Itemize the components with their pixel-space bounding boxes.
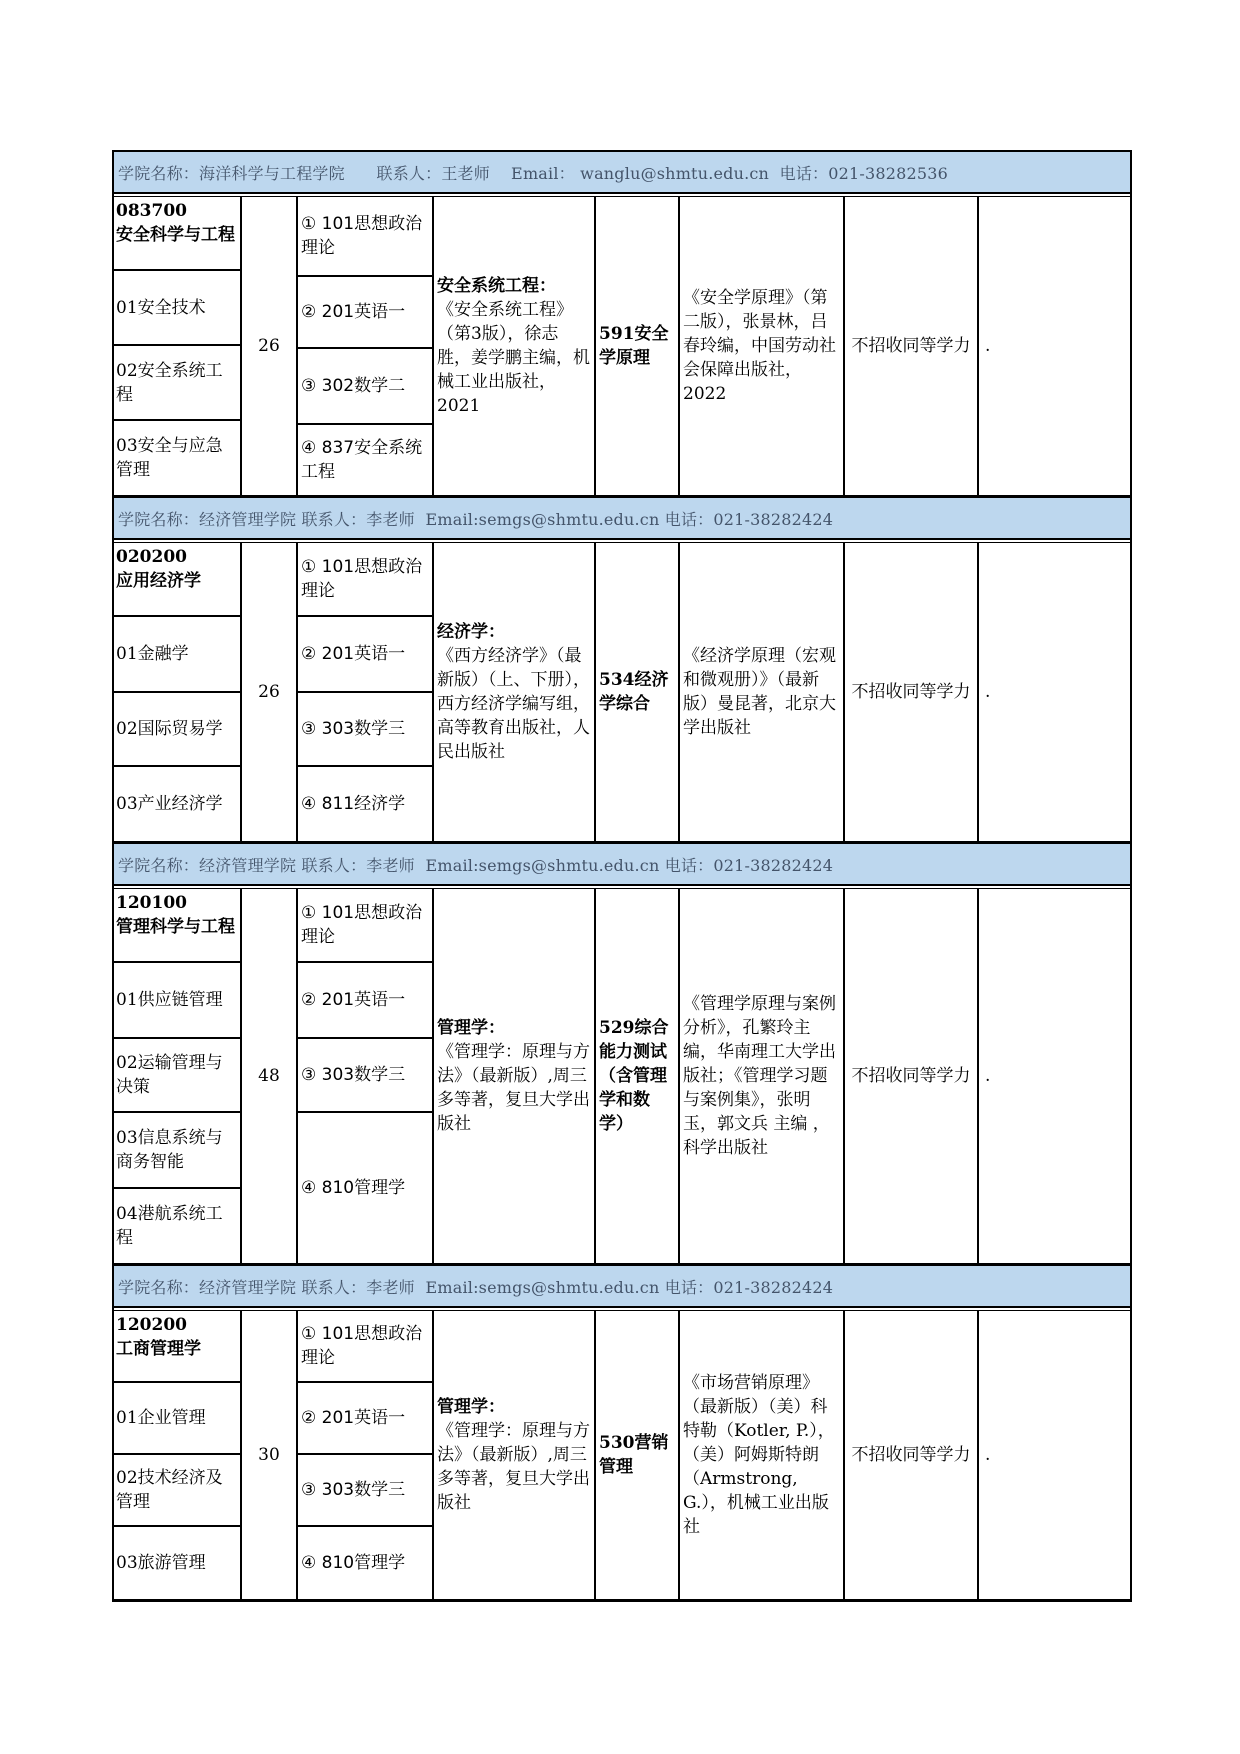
direction-cell: 04港航系统工程	[112, 1188, 241, 1264]
exam-cell: ① 101思想政治理论	[297, 888, 433, 962]
direction-cell: 02国际贸易学	[112, 692, 241, 766]
direction-cell: 01安全技术	[112, 270, 241, 345]
remark-cell: .	[978, 888, 1132, 1264]
section-header: 学院名称：海洋科学与工程学院 联系人：王老师 Email： wanglu@shmtu.edu.cn 电话：021-38282536	[112, 150, 1132, 194]
retest-subject-cell: 591安全学原理	[595, 196, 679, 496]
equivalent-cell: 不招收同等学力	[844, 888, 978, 1264]
books-body: 《管理学：原理与方法》（最新版）,周三多等著，复旦大学出版社	[437, 1042, 590, 1134]
retest-books-cell: 《经济学原理（宏观和微观册）》（最新版）曼昆著，北京大学出版社	[679, 542, 844, 842]
quota-cell: 48	[241, 888, 297, 1264]
retest-subject-cell: 534经济学综合	[595, 542, 679, 842]
retest-subject-cell: 530营销管理	[595, 1310, 679, 1600]
remark-cell: .	[978, 196, 1132, 496]
books-cell	[433, 542, 595, 842]
exam-cell: ① 101思想政治理论	[297, 542, 433, 616]
books-title: 管理学：	[437, 1397, 505, 1417]
quota-cell: 26	[241, 196, 297, 496]
direction-cell: 01企业管理	[112, 1382, 241, 1454]
direction-cell: 02安全系统工程	[112, 345, 241, 420]
direction-cell: 03旅游管理	[112, 1526, 241, 1600]
exam-cell: ④ 811经济学	[297, 766, 433, 842]
exam-cell: ④ 810管理学	[297, 1112, 433, 1264]
books-cell	[433, 196, 595, 496]
books-cell	[433, 888, 595, 1264]
direction-cell: 03产业经济学	[112, 766, 241, 842]
retest-subject-cell: 529综合能力测试（含管理学和数学）	[595, 888, 679, 1264]
exam-cell: ① 101思想政治理论	[297, 196, 433, 276]
section-header: 学院名称：经济管理学院 联系人：李老师 Email:semgs@shmtu.edu.cn 电话：021-38282424	[112, 496, 1132, 540]
major-name: 工商管理学	[116, 1339, 201, 1359]
section-header: 学院名称：经济管理学院 联系人：李老师 Email:semgs@shmtu.edu.cn 电话：021-38282424	[112, 842, 1132, 886]
exam-cell: ③ 303数学三	[297, 1454, 433, 1526]
equivalent-cell: 不招收同等学力	[844, 542, 978, 842]
retest-books-cell: 《管理学原理与案例分析》，孔繁玲主编，华南理工大学出版社；《管理学习题与案例集》，张明玉，郭文兵 主编 ，科学出版社	[679, 888, 844, 1264]
direction-cell: 02技术经济及管理	[112, 1454, 241, 1526]
books-body: 《西方经济学》（最新版）（上、下册），西方经济学编写组，高等教育出版社，人民出版社	[437, 646, 590, 762]
major-code: 083700	[116, 201, 187, 221]
equivalent-cell: 不招收同等学力	[844, 196, 978, 496]
exam-cell: ③ 303数学三	[297, 692, 433, 766]
quota-cell: 26	[241, 542, 297, 842]
admissions-table	[112, 150, 1132, 1604]
remark-cell: .	[978, 1310, 1132, 1600]
direction-cell: 03安全与应急管理	[112, 420, 241, 496]
retest-books-cell: 《市场营销原理》（最新版）（美）科特勒（Kotler, P.），（美）阿姆斯特朗（Armstrong, G.），机械工业出版社	[679, 1310, 844, 1600]
quota-cell: 30	[241, 1310, 297, 1600]
retest-books-cell: 《安全学原理》（第二版），张景林，吕春玲编，中国劳动社会保障出版社，2022	[679, 196, 844, 496]
major-code: 120100	[116, 893, 187, 913]
exam-cell: ③ 303数学三	[297, 1038, 433, 1112]
exam-cell: ④ 837安全系统工程	[297, 424, 433, 496]
major-name: 安全科学与工程	[116, 225, 235, 245]
major-cell	[112, 542, 241, 616]
major-name: 管理科学与工程	[116, 917, 235, 937]
exam-cell: ② 201英语一	[297, 616, 433, 692]
equivalent-cell: 不招收同等学力	[844, 1310, 978, 1600]
major-code: 120200	[116, 1315, 187, 1335]
section-header: 学院名称：经济管理学院 联系人：李老师 Email:semgs@shmtu.edu.cn 电话：021-38282424	[112, 1264, 1132, 1308]
exam-cell: ③ 302数学二	[297, 348, 433, 424]
direction-cell: 02运输管理与决策	[112, 1038, 241, 1112]
books-title: 安全系统工程：	[437, 276, 556, 296]
exam-cell: ② 201英语一	[297, 1382, 433, 1454]
major-cell	[112, 1310, 241, 1382]
exam-cell: ② 201英语一	[297, 276, 433, 348]
exam-cell: ① 101思想政治理论	[297, 1310, 433, 1382]
books-title: 管理学：	[437, 1018, 505, 1038]
major-name: 应用经济学	[116, 571, 201, 591]
books-title: 经济学：	[437, 622, 505, 642]
books-body: 《管理学：原理与方法》（最新版）,周三多等著，复旦大学出版社	[437, 1421, 590, 1513]
remark-cell: .	[978, 542, 1132, 842]
major-cell	[112, 196, 241, 270]
exam-cell: ② 201英语一	[297, 962, 433, 1038]
books-body: 《安全系统工程》（第3版），徐志胜，姜学鹏主编，机械工业出版社，2021	[437, 300, 590, 416]
major-cell	[112, 888, 241, 962]
books-cell	[433, 1310, 595, 1600]
direction-cell: 01供应链管理	[112, 962, 241, 1038]
direction-cell: 01金融学	[112, 616, 241, 692]
direction-cell: 03信息系统与商务智能	[112, 1112, 241, 1188]
major-code: 020200	[116, 547, 187, 567]
exam-cell: ④ 810管理学	[297, 1526, 433, 1600]
